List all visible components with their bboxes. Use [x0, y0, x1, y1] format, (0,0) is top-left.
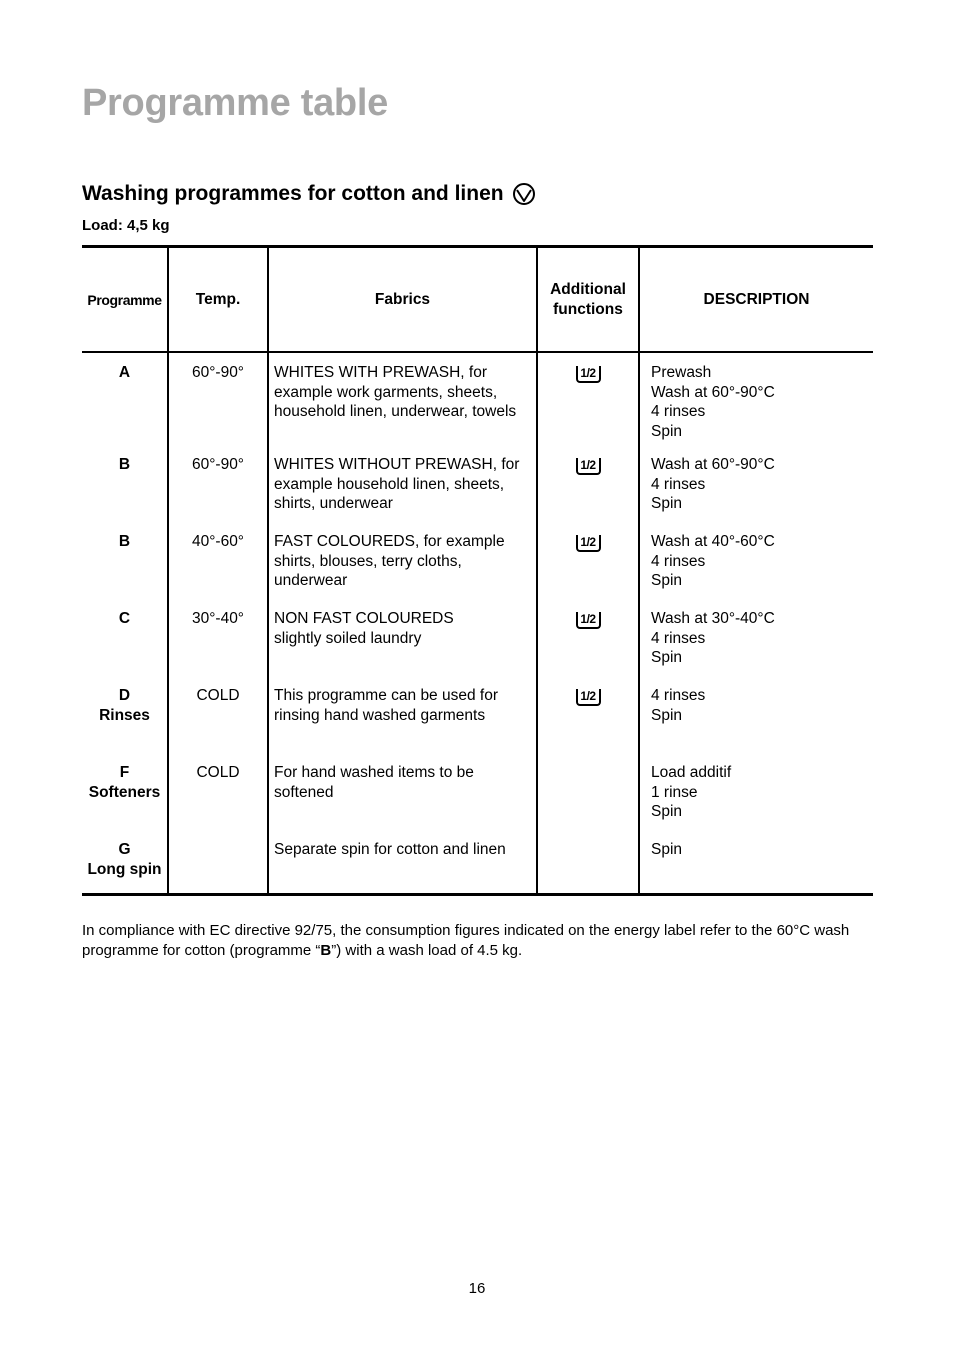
- half-rinse-icon: 1/2: [576, 689, 601, 706]
- fabrics-line: household linen, underwear, towels: [274, 403, 517, 420]
- header-additional-line1: Additional: [550, 280, 626, 298]
- half-rinse-icon: 1/2: [576, 366, 601, 383]
- section-heading-text: Washing programmes for cotton and linen: [82, 182, 504, 205]
- description-line: Spin: [651, 706, 683, 724]
- header-additional-line2: functions: [553, 300, 623, 318]
- fabrics-line: example work garments, sheets,: [274, 383, 498, 401]
- fabrics-line: softened: [274, 783, 334, 801]
- description-line: Spin: [651, 841, 683, 858]
- description-line: 4 rinses: [651, 403, 706, 420]
- description-line: 4 rinses: [651, 629, 706, 647]
- table-row: [82, 834, 873, 894]
- temp-cell: COLD: [168, 680, 268, 757]
- temp-cell: [168, 834, 268, 894]
- additional-functions-cell: [537, 526, 639, 603]
- description-line: Wash at 60°-90°C: [651, 456, 775, 473]
- fabrics-cell: [268, 680, 537, 757]
- description-line: 1 rinse: [651, 783, 698, 801]
- fabrics-cell: [268, 352, 537, 449]
- page-number: 16: [468, 1280, 486, 1297]
- energy-note-bold: B: [320, 941, 332, 959]
- additional-functions-cell: [537, 449, 639, 526]
- description-line: Prewash: [651, 364, 712, 381]
- section-heading: [82, 182, 536, 206]
- table-header-row: [82, 247, 873, 353]
- programme-cell: [82, 757, 168, 834]
- fabrics-line: slightly soiled laundry: [274, 629, 422, 647]
- description-line: Load additif: [651, 764, 732, 781]
- fabrics-cell: [268, 757, 537, 834]
- programme-line: F: [119, 764, 130, 781]
- energy-note: [82, 921, 882, 960]
- table-row: [82, 352, 873, 449]
- programme-cell: [82, 680, 168, 757]
- programme-line: D: [118, 687, 131, 704]
- additional-functions-cell: [537, 603, 639, 680]
- cotton-symbol-icon: [512, 182, 536, 206]
- programme-cell: [82, 603, 168, 680]
- description-cell: [639, 680, 873, 757]
- description-cell: [639, 834, 873, 894]
- description-cell: [639, 757, 873, 834]
- page-title: Programme table: [82, 82, 388, 124]
- description-line: Wash at 60°-90°C: [651, 383, 775, 401]
- table-row: [82, 603, 873, 680]
- table-row: [82, 757, 873, 834]
- fabrics-cell: [268, 834, 537, 894]
- header-fabrics: Fabrics: [268, 247, 537, 353]
- table-row: [82, 526, 873, 603]
- temp-cell: 40°-60°: [168, 526, 268, 603]
- table-row: [82, 449, 873, 526]
- fabrics-line: For hand washed items to be: [274, 764, 474, 781]
- half-rinse-icon: 1/2: [576, 612, 601, 629]
- temp-cell: COLD: [168, 757, 268, 834]
- fabrics-line: This programme can be used for: [274, 687, 498, 704]
- additional-functions-cell: [537, 834, 639, 894]
- load-label: Load: 4,5 kg: [82, 217, 170, 234]
- programme-cell: [82, 834, 168, 894]
- energy-note-after: ”) with a wash load of 4.5 kg.: [331, 941, 523, 959]
- fabrics-line: shirts, underwear: [274, 495, 393, 512]
- description-line: Wash at 40°-60°C: [651, 533, 775, 550]
- description-cell: [639, 352, 873, 449]
- table-row: [82, 680, 873, 757]
- programme-line: Softeners: [88, 783, 161, 801]
- programme-line: G: [118, 841, 131, 858]
- description-line: 4 rinses: [651, 552, 706, 570]
- description-cell: [639, 449, 873, 526]
- description-cell: [639, 603, 873, 680]
- fabrics-cell: [268, 449, 537, 526]
- table-body: [82, 352, 873, 894]
- programme-cell: [82, 526, 168, 603]
- programme-line: Rinses: [99, 706, 150, 724]
- fabrics-line: NON FAST COLOUREDS: [274, 610, 454, 627]
- programme-table: [82, 245, 873, 896]
- half-rinse-icon: 1/2: [576, 535, 601, 552]
- programme-cell: [82, 352, 168, 449]
- description-line: Spin: [651, 649, 683, 666]
- fabrics-line: Separate spin for cotton and linen: [274, 841, 506, 858]
- description-line: Spin: [651, 803, 683, 820]
- programme-line: A: [118, 364, 131, 381]
- temp-cell: 60°-90°: [168, 449, 268, 526]
- fabrics-line: rinsing hand washed garments: [274, 706, 486, 724]
- description-line: Spin: [651, 422, 683, 440]
- header-temp: Temp.: [168, 247, 268, 353]
- header-description: DESCRIPTION: [639, 247, 873, 353]
- programme-line: B: [118, 456, 131, 473]
- fabrics-line: underwear: [274, 572, 348, 589]
- fabrics-line: example household linen, sheets,: [274, 475, 505, 493]
- programme-line: B: [118, 533, 131, 550]
- fabrics-line: shirts, blouses, terry cloths,: [274, 552, 462, 570]
- fabrics-line: FAST COLOUREDS, for example: [274, 533, 505, 550]
- fabrics-cell: [268, 526, 537, 603]
- fabrics-line: WHITES WITH PREWASH, for: [274, 364, 487, 381]
- temp-cell: 30°-40°: [168, 603, 268, 680]
- programme-line: C: [118, 610, 131, 627]
- header-programme: Programme: [82, 247, 168, 353]
- fabrics-cell: [268, 603, 537, 680]
- description-line: Spin: [651, 572, 683, 589]
- temp-cell: 60°-90°: [168, 352, 268, 449]
- programme-cell: [82, 449, 168, 526]
- half-rinse-icon: 1/2: [576, 458, 601, 475]
- description-line: Wash at 30°-40°C: [651, 610, 775, 627]
- description-cell: [639, 526, 873, 603]
- description-line: Spin: [651, 495, 683, 512]
- programme-line: Long spin: [87, 860, 162, 878]
- fabrics-line: WHITES WITHOUT PREWASH, for: [274, 456, 520, 473]
- description-line: 4 rinses: [651, 475, 706, 493]
- energy-note-before: In compliance with EC directive 92/75, the consumption figures indicated on the energy label refer to the 60°C wash programme for cotton (programme “: [82, 922, 850, 959]
- additional-functions-cell: [537, 757, 639, 834]
- header-additional-functions: [537, 247, 639, 353]
- additional-functions-cell: [537, 680, 639, 757]
- description-line: 4 rinses: [651, 687, 706, 704]
- additional-functions-cell: [537, 352, 639, 449]
